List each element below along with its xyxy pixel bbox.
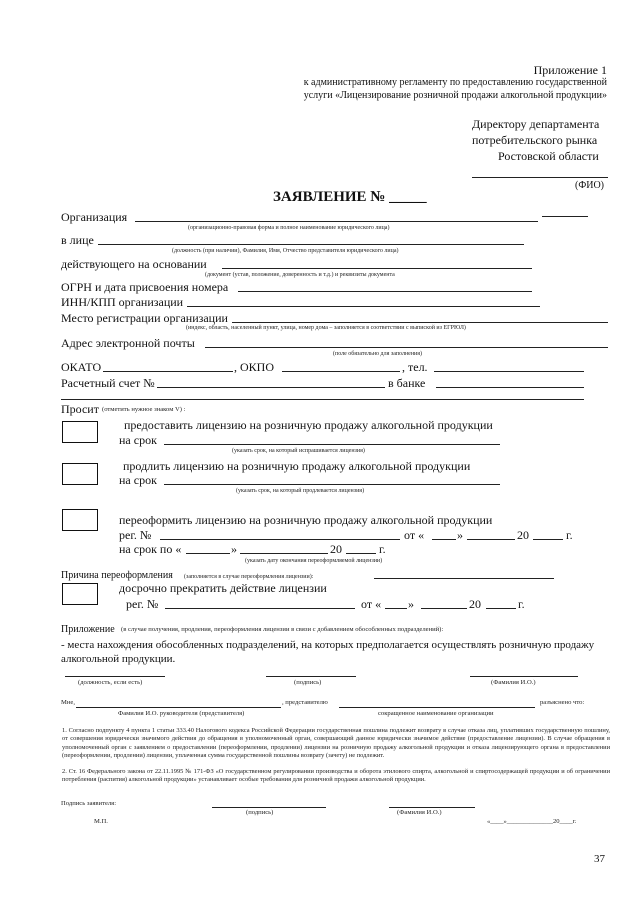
attachment-line-2: алкогольной продукции. xyxy=(61,653,176,665)
addressee-line-2: потребительского рынка xyxy=(472,133,598,147)
reason-label: Причина переоформления xyxy=(61,570,173,581)
org-label: Организация xyxy=(61,210,128,224)
okato-label: ОКАТО xyxy=(61,360,102,374)
option-terminate-label: досрочно прекратить действие лицензии xyxy=(119,581,327,595)
option-reissue-term-label: на срок по « xyxy=(119,542,182,556)
consent-rep: , представителю xyxy=(282,699,328,706)
org-field-line[interactable] xyxy=(135,221,538,222)
option-extend-term-line[interactable] xyxy=(164,484,500,485)
option-reissue-year-label: 20 xyxy=(517,528,529,542)
consent-hint-2: сокращенное наименование организации xyxy=(378,710,494,717)
attachment-label: Приложение xyxy=(61,624,115,635)
person-hint: (должность (при наличии), Фамилия, Имя, Отчество представителя юридического лица) xyxy=(172,248,399,254)
option-terminate-year-line[interactable] xyxy=(486,608,516,609)
consent-explained: разъяснено что: xyxy=(540,699,585,706)
option-reissue-day-line[interactable] xyxy=(432,539,456,540)
place-field-line[interactable] xyxy=(232,322,608,323)
option-reissue-g: г. xyxy=(566,528,573,542)
fio-field-line[interactable] xyxy=(472,177,608,178)
option-issue-label: предоставить лицензию на розничную продажу алкогольной продукции xyxy=(124,418,493,432)
account-field-line[interactable] xyxy=(157,387,385,388)
applicant-fio-hint: (Фамилия И.О.) xyxy=(397,809,442,816)
option-reissue-quote: » xyxy=(457,528,463,542)
option-terminate-reg-label: рег. № xyxy=(126,597,159,611)
option-reissue-year-line[interactable] xyxy=(533,539,563,540)
basis-hint: (документ (устав, положение, доверенность и т.д.) и реквизиты документа xyxy=(205,272,395,278)
consent-me: Мне, xyxy=(61,699,75,706)
bank-field-line-2[interactable] xyxy=(61,399,584,400)
reason-field-line[interactable] xyxy=(374,578,554,579)
place-label: Место регистрации организации xyxy=(61,311,228,325)
ogrn-field-line[interactable] xyxy=(238,291,532,292)
option-terminate-quote: » xyxy=(408,597,414,611)
option-reissue-term-year-label: 20 xyxy=(330,542,342,556)
option-reissue-month-line[interactable] xyxy=(467,539,515,540)
place-hint: (индекс, область, населенный пункт, улица, номер дома – заполняется в соответствии с выпиской из ЕГРЮЛ) xyxy=(186,325,466,331)
note-2: 2. Ст. 16 Федерального закона от 22.11.1995 № 171-ФЗ «О государственном регулировании производства и оборота этилового спирта, алкогольной и спиртосодержащей продукции и об ограничении потребления (распития) алкогольной продукции» устанавливает особые требования для розничной продажи алкогольной продукции. xyxy=(62,768,610,784)
signature-hint: (подпись) xyxy=(294,679,322,686)
option-terminate-year-label: 20 xyxy=(469,597,481,611)
applicant-signature-hint: (подпись) xyxy=(246,809,274,816)
addressee-line-1: Директору департамента xyxy=(472,117,600,131)
consent-hint-1: Фамилия И.О. руководителя (представителя) xyxy=(118,710,245,717)
option-terminate-from-label: от « xyxy=(361,597,382,611)
tel-field-line[interactable] xyxy=(434,371,584,372)
option-reissue-term-month-line[interactable] xyxy=(240,553,328,554)
option-reissue-label: переоформить лицензию на розничную продажу алкогольной продукции xyxy=(119,513,493,527)
org-hint: (организационно-правовая форма и полное наименование юридического лица) xyxy=(188,225,390,231)
email-hint: (поле обязательно для заполнения) xyxy=(333,351,422,357)
position-hint: (должность, если есть) xyxy=(78,679,143,686)
option-reissue-term-g: г. xyxy=(379,542,386,556)
note-1: 1. Согласно подпункту 4 пункта 1 статьи 333.40 Налогового кодекса Российской Федерации государственная пошлина подлежит возврату в случае отказа лиц, уплативших государственную пошлину, от совершения юридически значимого действия до обращения в уполномоченный орган, совершающий данное юридически значимое действие (предоставление лицензии). В случае обращения в уполномоченный орган с заявлением о предоставлении (переоформлении, продлении) лицензии на розничную продажу алкогольной продукции и отказа лицензирующего органа в предоставлении (переоформлении, продлении) лицензии, уплаченная сумма государственной пошлины возврату (зачету) не подлежит. xyxy=(62,727,610,760)
option-reissue-term-day-line[interactable] xyxy=(186,553,230,554)
okpo-field-line[interactable] xyxy=(282,371,400,372)
page-number: 37 xyxy=(594,853,605,865)
position-line[interactable] xyxy=(65,676,165,677)
okato-field-line[interactable] xyxy=(103,371,233,372)
okpo-label: , ОКПО xyxy=(234,360,275,374)
surname-line[interactable] xyxy=(470,676,578,677)
reason-hint: (заполняется в случае переоформления лицензии): xyxy=(184,574,314,580)
basis-field-line[interactable] xyxy=(222,268,532,269)
option-reissue-reg-line[interactable] xyxy=(160,539,400,540)
ogrn-label: ОГРН и дата присвоения номера xyxy=(61,280,229,294)
email-field-line[interactable] xyxy=(205,347,608,348)
option-reissue-term-year-line[interactable] xyxy=(346,553,376,554)
option-reissue-from-label: от « xyxy=(404,528,425,542)
fio-hint: (ФИО) xyxy=(575,180,605,191)
option-reissue-reg-label: рег. № xyxy=(119,528,152,542)
org-field-line-2[interactable] xyxy=(542,216,588,217)
tel-label: , тел. xyxy=(402,360,428,374)
option-terminate-checkbox[interactable] xyxy=(62,583,98,605)
option-terminate-month-line[interactable] xyxy=(421,608,467,609)
signature-line[interactable] xyxy=(266,676,356,677)
consent-org-line[interactable] xyxy=(339,707,535,708)
appendix-label: Приложение 1 xyxy=(533,63,607,77)
option-extend-term-hint: (указать срок, на который продлевается лицензия) xyxy=(236,488,365,494)
stamp-mark: М.П. xyxy=(94,818,108,825)
option-reissue-checkbox[interactable] xyxy=(62,509,98,531)
inn-label: ИНН/КПП организации xyxy=(61,295,184,309)
page-title: ЗАЯВЛЕНИЕ № _____ xyxy=(273,189,427,205)
option-terminate-g: г. xyxy=(518,597,525,611)
option-extend-checkbox[interactable] xyxy=(62,463,98,485)
applicant-fio-line[interactable] xyxy=(389,807,475,808)
applicant-date: «____»______________20____г. xyxy=(487,818,577,825)
addressee-line-3: Ростовской области xyxy=(498,149,599,163)
option-reissue-term-hint: (указать дату окончания переоформляемой лицензии) xyxy=(245,558,383,564)
option-issue-term-hint: (указать срок, на который испрашивается лицензия) xyxy=(232,448,365,454)
inn-field-line[interactable] xyxy=(187,306,540,307)
option-terminate-reg-line[interactable] xyxy=(165,608,355,609)
applicant-signature-line[interactable] xyxy=(212,807,326,808)
attachment-line-1: - места нахождения обособленных подразделений, на которых предполагается осуществлять розничную продажу xyxy=(61,639,595,651)
person-field-line[interactable] xyxy=(98,244,524,245)
option-reissue-term-quote: » xyxy=(231,542,237,556)
account-label: Расчетный счет № xyxy=(61,376,155,390)
option-issue-term-line[interactable] xyxy=(164,444,500,445)
option-issue-term-label: на срок xyxy=(119,433,157,447)
surname-hint: (Фамилия И.О.) xyxy=(491,679,536,686)
request-label: Просит xyxy=(61,402,99,416)
basis-label: действующего на основании xyxy=(61,257,207,271)
person-label: в лице xyxy=(61,233,94,247)
regulation-line-1: к административному регламенту по предоставлению государственной xyxy=(303,77,607,88)
option-issue-checkbox[interactable] xyxy=(62,421,98,443)
request-hint: (отметить нужное знаком V) : xyxy=(102,406,186,413)
consent-name-line[interactable] xyxy=(76,707,281,708)
applicant-signature-label: Подпись заявителя: xyxy=(61,800,117,807)
attachment-hint: (в случае получения, продления, переоформления лицензии в связи с добавлением обособленных подразделений): xyxy=(121,626,444,633)
option-extend-term-label: на срок xyxy=(119,473,157,487)
regulation-line-2: услуги «Лицензирование розничной продажи алкогольной продукции» xyxy=(303,90,607,101)
bank-field-line[interactable] xyxy=(436,387,584,388)
option-extend-label: продлить лицензию на розничную продажу алкогольной продукции xyxy=(123,459,471,473)
option-terminate-day-line[interactable] xyxy=(385,608,407,609)
email-label: Адрес электронной почты xyxy=(61,336,195,350)
bank-label: в банке xyxy=(388,376,426,390)
